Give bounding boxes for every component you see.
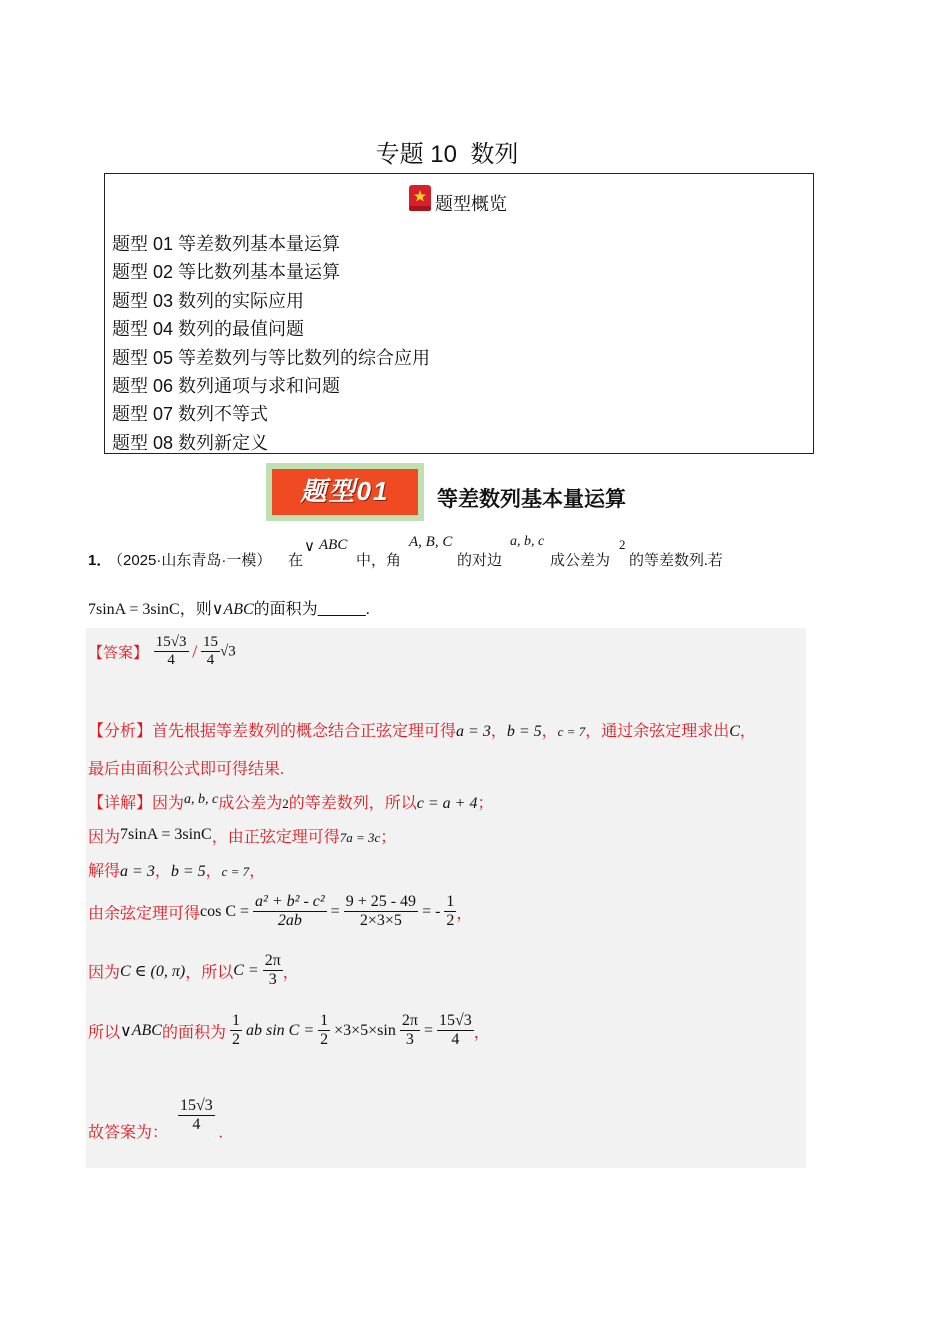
detail-line-5: 因为C ∈ (0, π)，所以C = $\frac{2\pi}{3}$ ， [88,952,299,989]
overview-label: 题型概览 [435,194,507,214]
detail-line-1: 【详解】因为a, b, c成公差为2的等差数列，所以c = a + 4； [88,792,494,812]
type-item[interactable]: 题型 03 数列的实际应用 [112,290,305,311]
detail-line-2: 因为7sinA = 3sinC，由正弦定理可得7a = 3c； [88,826,397,846]
book-icon [408,184,432,216]
final-answer: 故答案为： $\frac{15√3}{4}$ . [88,1097,223,1142]
detail-line-4: 由余弦定理可得cos C = $\frac{\text{a² + b² - c²}}{2ab}$ = $\frac{9 + 25 - 49}{2\times 3\times 5}$ = - $\frac{1}{2}$ ， [88,893,473,930]
type-item[interactable]: 题型 01 等差数列基本量运算 [112,234,341,254]
section-heading: 等差数列基本量运算 [437,488,626,511]
type-item[interactable]: 题型 07 数列不等式 [112,404,269,425]
problem-line-1: 1． （2025·山东青岛·一模） 在 ∨ ABC 中，角 A, B, C 的对边 a, b, c 成公差为 2 的等差数列.若 [88,534,723,569]
problem-line-2: 7sinA = 3sinC，则∨ABC的面积为______. [88,601,370,618]
type-item[interactable]: 题型 06 数列通项与求和问题 [112,376,341,397]
type-item[interactable]: 题型 05 等差数列与等比数列的综合应用 [112,347,431,368]
analysis-line-1: 【分析】首先根据等差数列的概念结合正弦定理可得a = 3，b = 5，c = 7，通过余弦定理求出C， [88,723,756,740]
analysis-line-2: 最后由面积公式即可得结果. [88,761,285,778]
type-item[interactable]: 题型 04 数列的最值问题 [112,319,305,340]
type-list [112,230,430,457]
section-badge: 题型01 [266,463,424,521]
page-title: 专题 10 数列 [375,141,519,168]
type-item[interactable]: 题型 08 数列新定义 [112,432,269,453]
detail-line-3: 解得a = 3，b = 5，c = 7， [88,863,266,880]
detail-line-6: 所以∨ABC的面积为 $\frac{1}{2}$ ab sin C = $\frac{1}{2}$ ×3×5×sin $\frac{2\pi}{3}$ = $\frac{15√3}{4}$ ， [88,1012,490,1049]
type-item[interactable]: 题型 02 等比数列基本量运算 [112,262,341,283]
answer-line: 【答案】 $\frac{15√3}{4}$ / $\frac{15}{4}$ √3 [88,634,236,669]
